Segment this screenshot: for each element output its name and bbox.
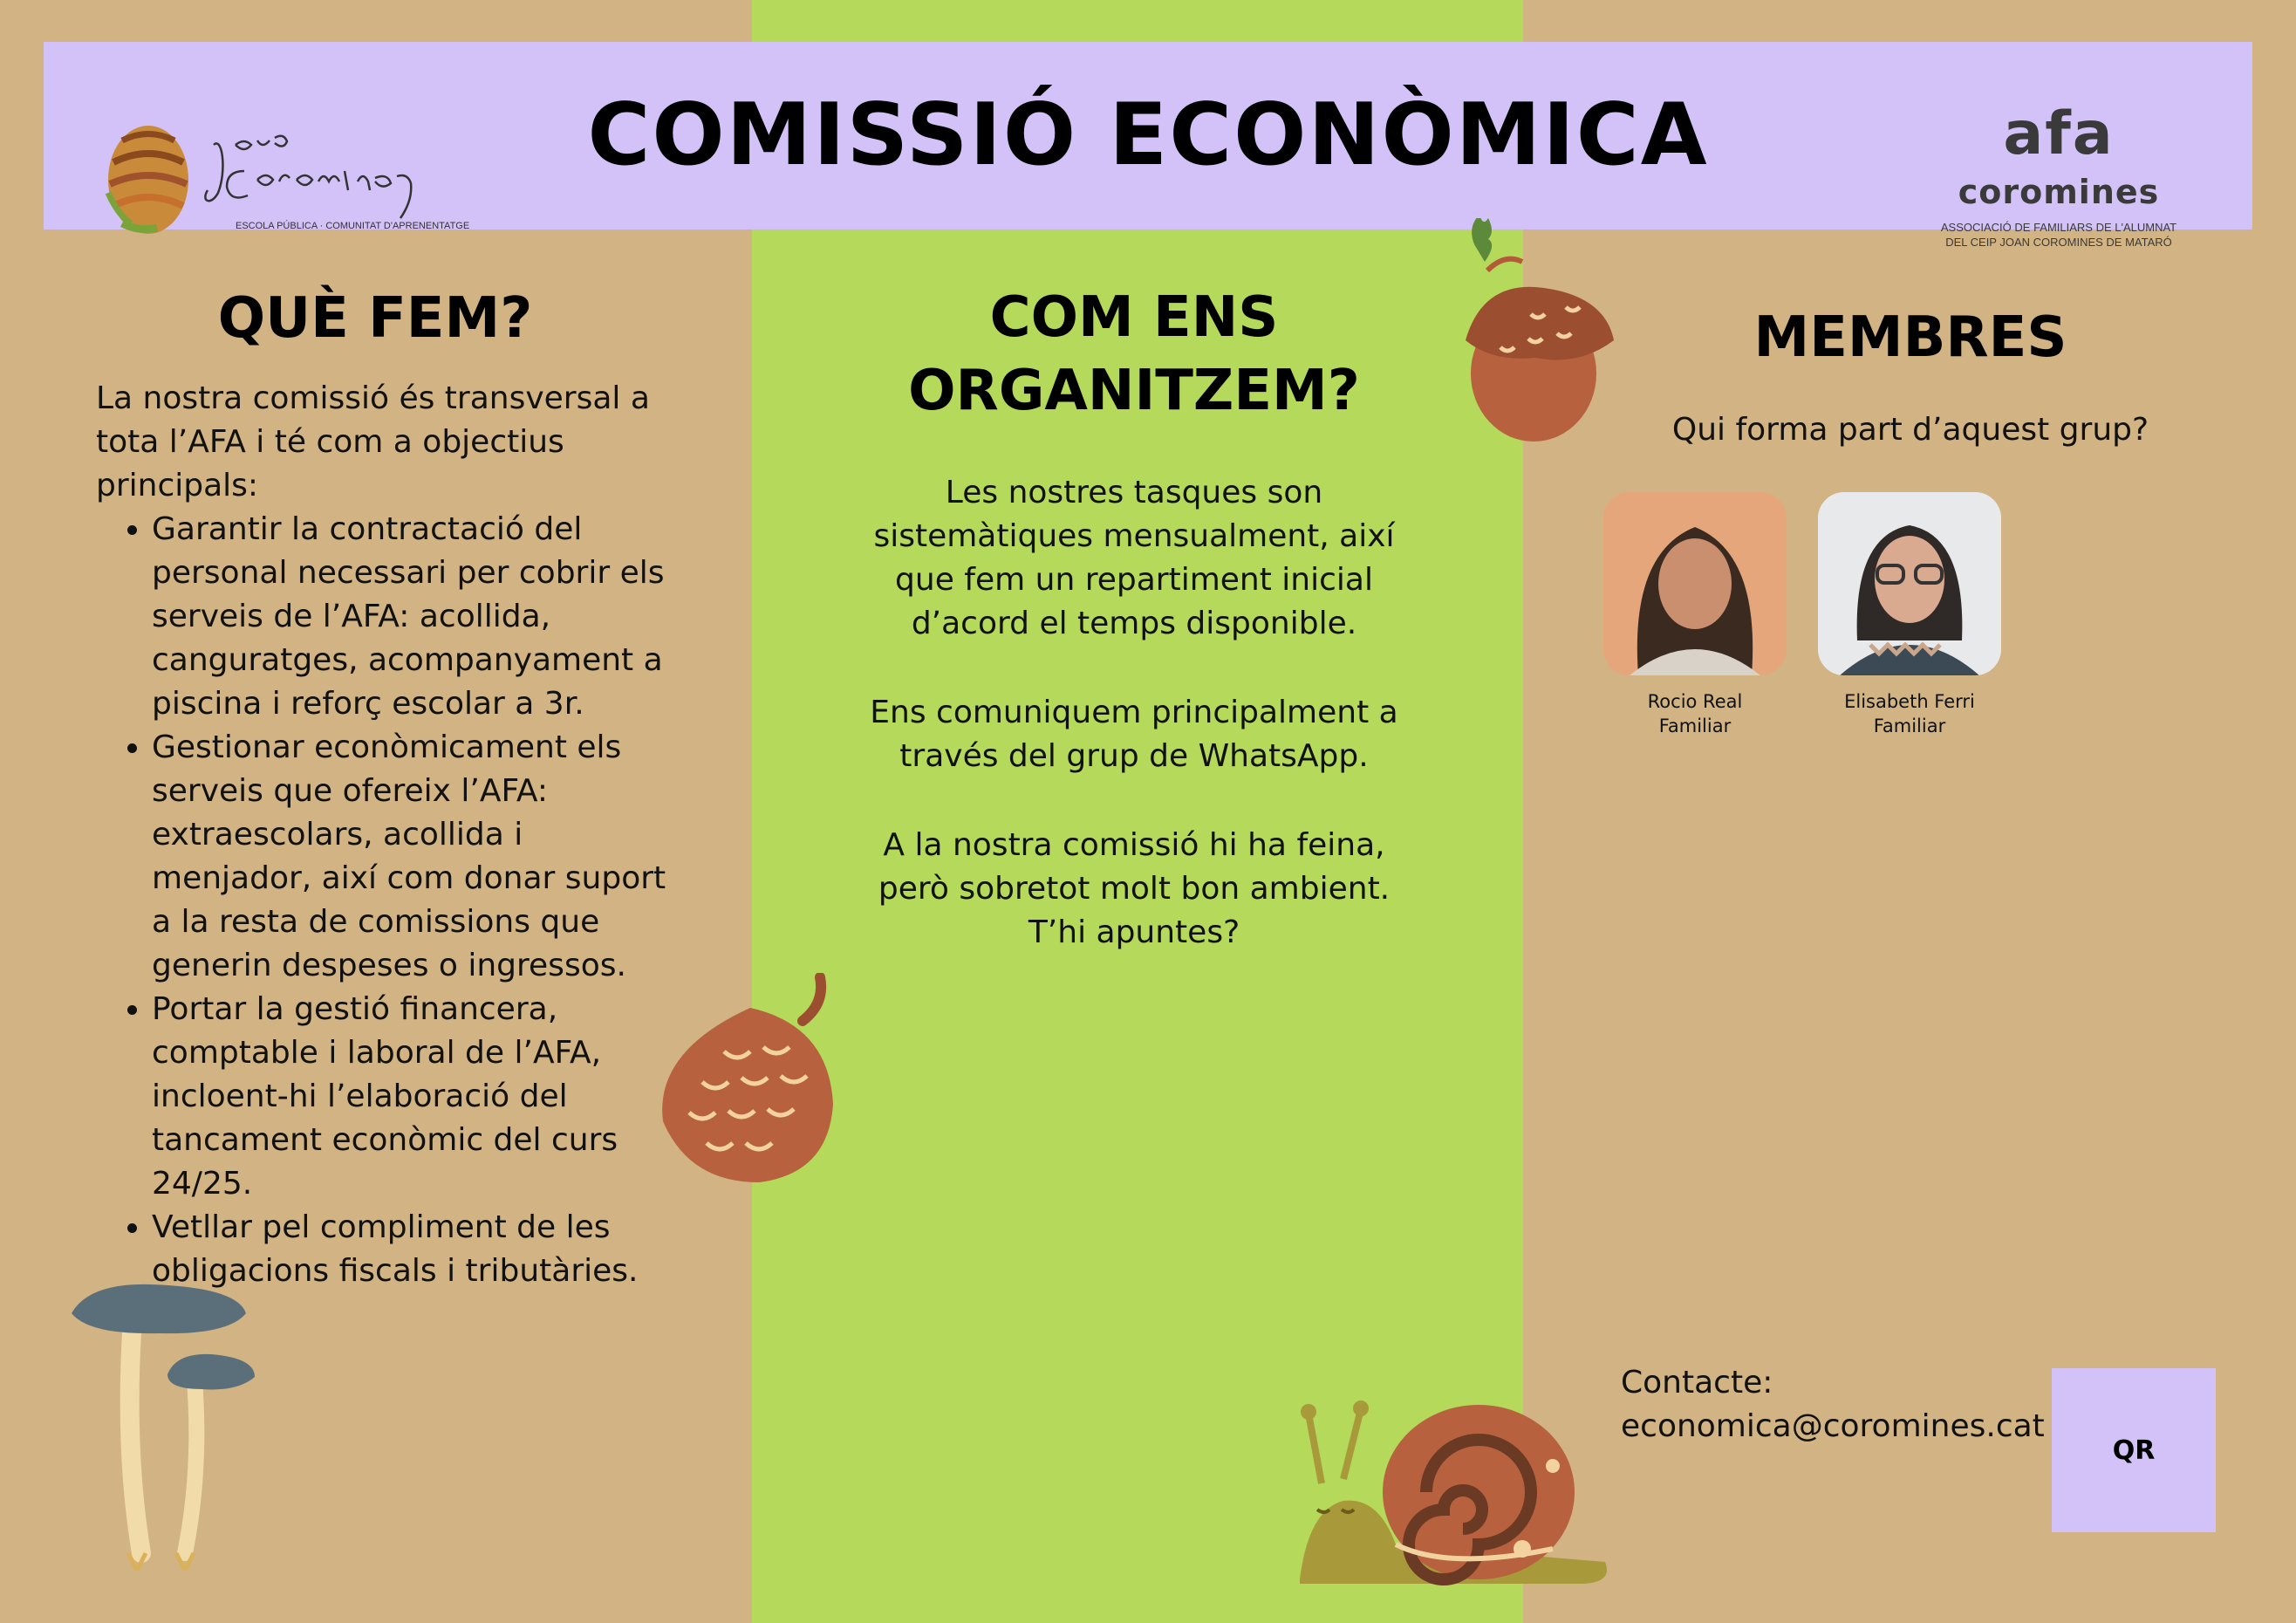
afa-logo-subtitle-line2: DEL CEIP JOAN COROMINES DE MATARÓ [1945,236,2172,249]
members-subtitle: Qui forma part d’aquest grup? [1671,412,2149,448]
member-portrait-icon [1818,492,2001,675]
middle-title-line2: ORGANITZEM? [908,359,1360,423]
afa-logo-mark: afa [2003,99,2115,168]
member-name: Rocio Real [1647,691,1743,712]
afa-logo-subtitle-line1: ASSOCIACIÓ DE FAMILIARS DE L'ALUMNAT [1940,221,2177,234]
contact-block [1621,1361,2057,1448]
afa-logo-subtitle [1928,220,2190,250]
objective-item: • Vetllar pel compliment de les obligacions fiscals i tributàries. [152,1206,689,1293]
organization-paragraph: A la nostra comissió hi ha feina, però sobretot molt bon ambient. T’hi apuntes? [878,827,1391,950]
middle-section-title [855,281,1413,428]
objective-item: • Garantir la contractació del personal necessari per cobrir els serveis de l’AFA: acollida, canguratges, acompanyament a piscina i reforç escolar a 3r. [152,508,689,726]
school-logo-subtitle: ESCOLA PÚBLICA · COMUNITAT D'APRENENTATGE [236,221,470,231]
objective-item: • Gestionar econòmicament els serveis que ofereix l’AFA: extraescolars, acollida i menjador, així com donar suport a la resta de comissions que generin despeses o ingressos. [152,726,689,988]
member-card [1796,492,2023,738]
organization-paragraph: Ens comuniquem principalment a través del grup de WhatsApp. [870,695,1398,774]
middle-title-line1: COM ENS [989,285,1279,350]
page-title: COMISSIÓ ECONÒMICA [587,86,1709,185]
contact-label: Contacte: [1621,1365,1773,1400]
mushroom-icon [63,1274,272,1571]
afa-logo [1928,99,2190,260]
objectives-list [96,508,689,1293]
member-photo [1603,492,1787,675]
contact-email[interactable]: economica@coromines.cat [1621,1408,2045,1444]
header-banner [44,42,2252,249]
member-card [1582,492,1808,738]
acorn-icon [1448,218,1623,454]
member-role: Familiar [1658,716,1732,736]
left-section-body [96,377,689,1293]
member-role: Familiar [1873,716,1946,736]
member-portrait-icon [1603,492,1787,675]
right-section-title: MEMBRES [1753,305,2067,370]
member-photo [1818,492,2001,675]
member-name: Elisabeth Ferri [1844,691,1975,712]
snail-icon [1291,1396,1623,1588]
middle-section-body [855,471,1413,1000]
pinecone-icon [654,973,837,1191]
left-intro-text: La nostra comissió és transversal a tota l’AFA i té com a objectius principals: [96,380,650,503]
afa-logo-name: coromines [1958,173,2160,211]
objective-item: • Portar la gestió financera, comptable i laboral de l’AFA, incloent-hi l’elaboració del tancament econòmic del curs 24/25. [152,988,689,1206]
left-section-title: QUÈ FEM? [217,286,533,351]
qr-code-placeholder[interactable]: QR [2052,1368,2216,1532]
organization-paragraph: Les nostres tasques son sistemàtiques mensualment, així que fem un repartiment inicial d’acord el temps disponible. [873,475,1395,641]
